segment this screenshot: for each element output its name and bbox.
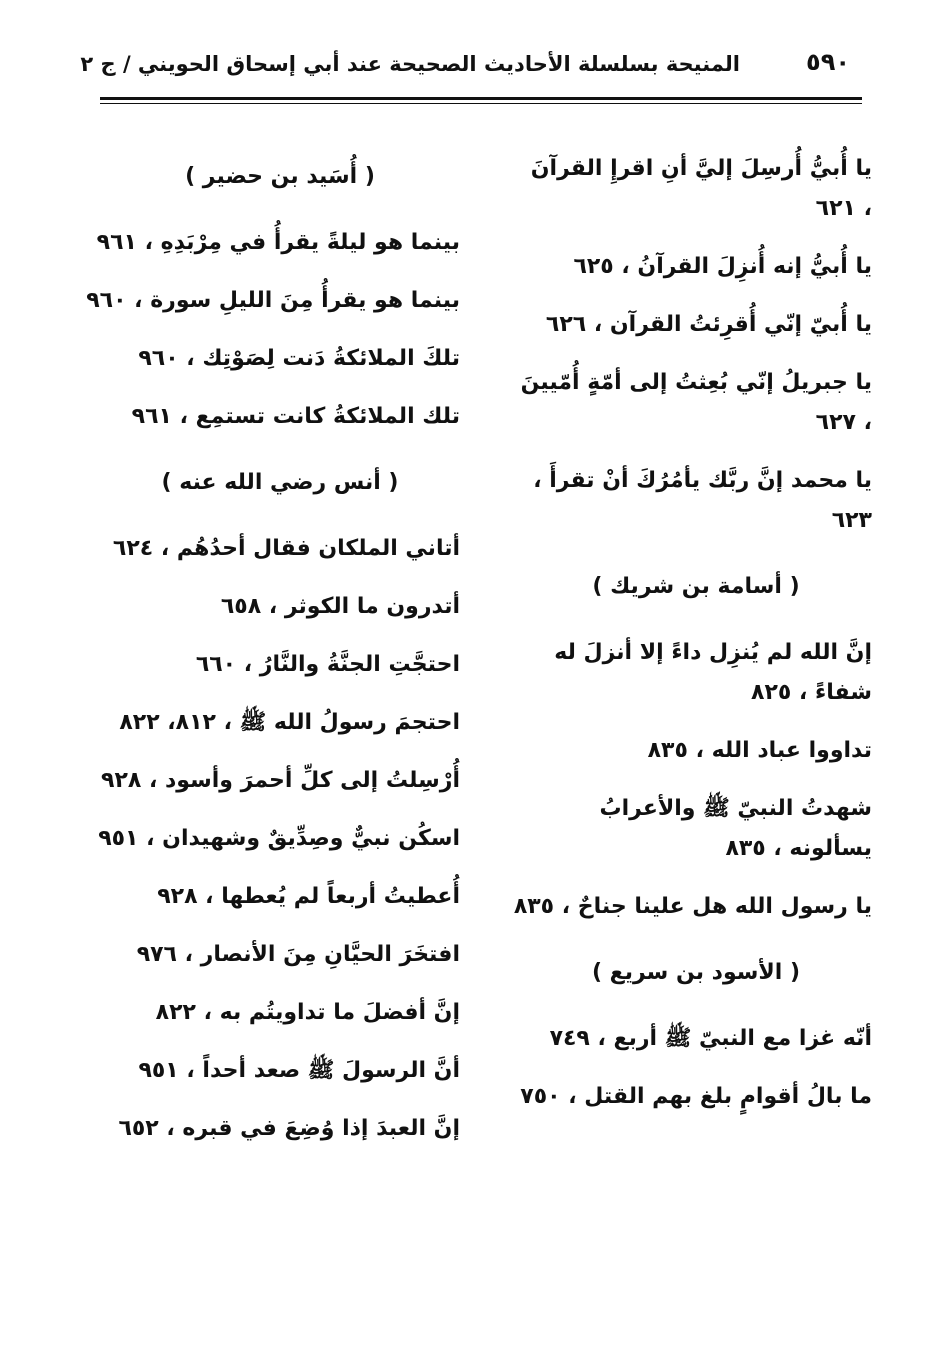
header-rule-thick [100, 97, 862, 100]
index-entry: أُعطيتُ أربعاً لم يُعطها ، ٩٢٨ [157, 884, 460, 909]
index-entry: تلكَ الملائكةُ دَنت لِصَوْتِك ، ٩٦٠ [138, 346, 460, 371]
left-column [86, 140, 460, 1158]
index-entry: أُرْسِلتُ إلى كلِّ أحمرَ وأسود ، ٩٢٨ [101, 768, 460, 793]
index-entry: أتدرون ما الكوثر ، ٦٥٨ [220, 594, 460, 619]
section-heading: ( أسامة بن شريك ) [592, 574, 800, 599]
index-entry: يا أُبيُّ إنه أُنزِلَ القرآنُ ، ٦٢٥ [573, 254, 872, 279]
section-heading: ( الأسود بن سريع ) [591, 960, 801, 985]
page-header [80, 48, 862, 88]
index-entry: شهدتُ النبيّ ﷺ والأعرابُ يسألونه ، ٨٣٥ [599, 796, 872, 861]
index-entry: يا جبريلُ إنّي بُعِثتُ إلى أمّةٍ أُمّيينَ ، ٦٢٧ [520, 370, 872, 435]
section-heading: ( أُسَيد بن حضير ) [185, 164, 375, 189]
section-heading: ( أنس رضي الله عنه ) [161, 470, 399, 495]
index-entry: أنّه غزا مع النبيّ ﷺ أربع ، ٧٤٩ [549, 1026, 872, 1051]
index-entry: احتجَّتِ الجنَّةُ والنَّارُ ، ٦٦٠ [195, 652, 460, 677]
index-entry: إنَّ العبدَ إذا وُضِعَ في قبره ، ٦٥٢ [118, 1116, 460, 1141]
page-number: ٥٩٠ [806, 48, 850, 76]
index-entry: افتخَرَ الحيَّانِ مِنَ الأنصار ، ٩٧٦ [136, 942, 460, 967]
index-entry: أتاني الملكان فقال أحدُهُم ، ٦٢٤ [112, 536, 460, 561]
index-entry: إنَّ الله لم يُنزِل داءً إلا أنزلَ له شفاءً ، ٨٢٥ [554, 640, 872, 705]
header-rule-thin [100, 103, 862, 104]
index-entry: تلك الملائكةُ كانت تستمِع ، ٩٦١ [131, 404, 460, 429]
index-entry: بينما هو ليلةً يقرأُ في مِرْبَدِهِ ، ٩٦١ [96, 230, 460, 255]
index-entry: يا رسول الله هل علينا جناحٌ ، ٨٣٥ [513, 894, 872, 919]
index-entry: يا محمد إنَّ ربَّك يأمُرُكَ أنْ تقرأَ ، ٦٢٣ [533, 468, 872, 533]
index-entry: يا أُبيُّ أُرسِلَ إليَّ أنِ اقرإِ القرآنَ ، ٦٢١ [530, 156, 872, 221]
running-title: المنيحة بسلسلة الأحاديث الصحيحة عند أبي إسحاق الحويني / ج ٢ [80, 52, 740, 76]
index-entry: يا أُبيّ إنّي أُقرِئتُ القرآن ، ٦٢٦ [545, 312, 872, 337]
index-entry: تداووا عباد الله ، ٨٣٥ [647, 738, 872, 763]
index-entry: ما بالُ أقوامٍ بلغ بهم القتل ، ٧٥٠ [520, 1084, 872, 1109]
index-entry: اسكُن نبيٌّ وصِدِّيقٌ وشهيدان ، ٩٥١ [98, 826, 460, 851]
index-entry: أنَّ الرسولَ ﷺ صعد أحداً ، ٩٥١ [138, 1058, 460, 1083]
index-entry: بينما هو يقرأُ مِنَ الليلِ سورة ، ٩٦٠ [86, 288, 460, 313]
index-entry: إنَّ أفضلَ ما تداويتُم به ، ٨٢٢ [155, 1000, 460, 1025]
index-entry: احتجمَ رسولُ الله ﷺ ، ٨١٢، ٨٢٢ [119, 710, 460, 735]
right-column [513, 140, 872, 1126]
